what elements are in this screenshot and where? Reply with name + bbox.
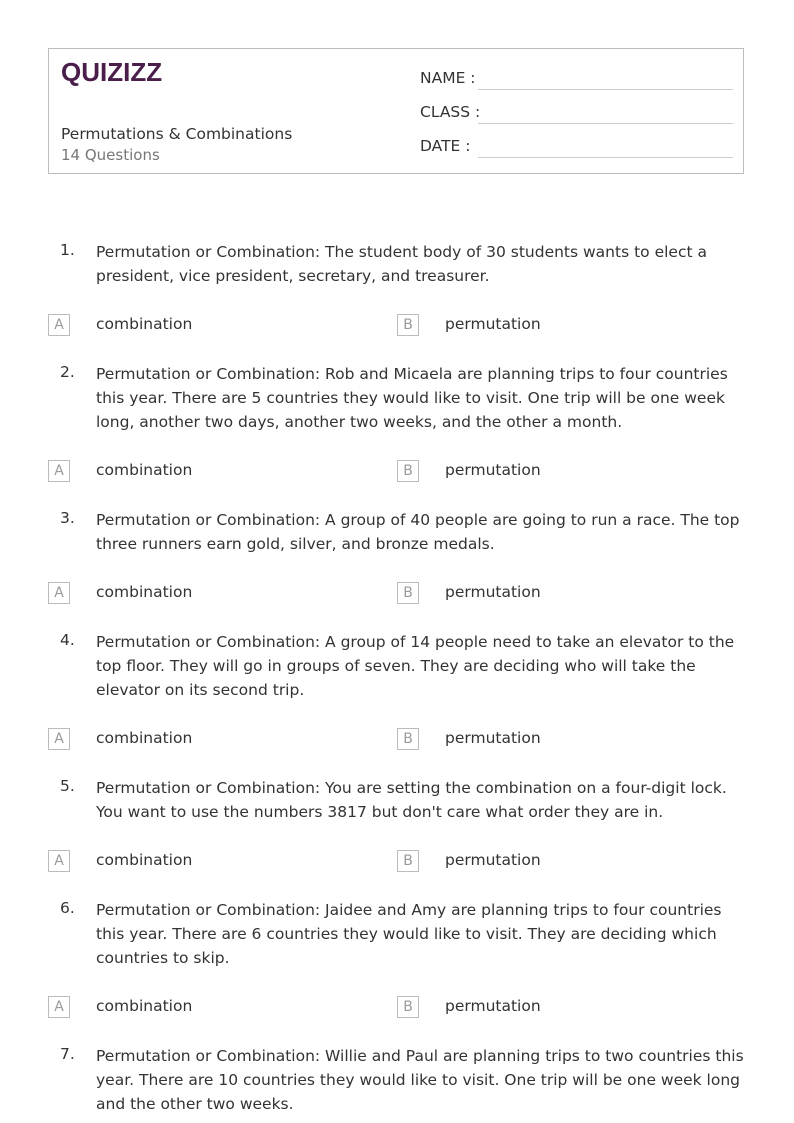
option-a-text: combination (96, 851, 193, 869)
option-a-box[interactable]: A (48, 460, 70, 482)
option-a-box[interactable]: A (48, 850, 70, 872)
worksheet-title: Permutations & Combinations (61, 125, 293, 143)
option-a-text: combination (96, 997, 193, 1015)
option-a-box[interactable]: A (48, 314, 70, 336)
question-text: Permutation or Combination: Willie and Paul are planning trips to two countries this year. There are 10 countries they would like to visit. One trip will be one week long and the other two weeks. (96, 1047, 744, 1113)
option-b-text: permutation (445, 461, 541, 479)
question-number: 5. (60, 777, 75, 795)
option-a-text: combination (96, 729, 193, 747)
option-b-box[interactable]: B (397, 460, 419, 482)
question-count: 14 Questions (61, 146, 160, 164)
option-b-box[interactable]: B (397, 582, 419, 604)
option-b-box[interactable]: B (397, 996, 419, 1018)
question-number: 3. (60, 509, 75, 527)
option-a-text: combination (96, 461, 193, 479)
option-b-text: permutation (445, 729, 541, 747)
option-a-box[interactable]: A (48, 582, 70, 604)
option-a-box[interactable]: A (48, 996, 70, 1018)
date-label: DATE : (420, 137, 471, 155)
option-a-text: combination (96, 583, 193, 601)
worksheet-header (48, 48, 744, 174)
question-number: 7. (60, 1045, 75, 1063)
question-text: Permutation or Combination: Rob and Micaela are planning trips to four countries this year. There are 5 countries they would like to visit. One trip will be one week long, another two days, another two weeks, and the other a month. (96, 365, 728, 431)
question-text: Permutation or Combination: The student body of 30 students wants to elect a president, vice president, secretary, and treasurer. (96, 243, 707, 285)
name-label: NAME : (420, 69, 476, 87)
date-field-line[interactable] (478, 157, 733, 158)
question-text: Permutation or Combination: A group of 14 people need to take an elevator to the top floor. They will go in groups of seven. They are deciding who will take the elevator on its second trip. (96, 633, 735, 699)
question-text: Permutation or Combination: A group of 40 people are going to run a race. The top three runners earn gold, silver, and bronze medals. (96, 511, 740, 553)
option-b-box[interactable]: B (397, 850, 419, 872)
class-field-line[interactable] (478, 123, 733, 124)
name-field-line[interactable] (478, 89, 733, 90)
option-b-box[interactable]: B (397, 728, 419, 750)
option-b-box[interactable]: B (397, 314, 419, 336)
quizizz-logo: QUIZIZZ (61, 57, 163, 87)
question-number: 6. (60, 899, 75, 917)
option-a-box[interactable]: A (48, 728, 70, 750)
question-text: Permutation or Combination: Jaidee and Amy are planning trips to four countries this year. There are 6 countries they would like to visit. They are deciding which countries to skip. (96, 901, 722, 967)
class-label: CLASS : (420, 103, 481, 121)
question-number: 4. (60, 631, 75, 649)
question-number: 1. (60, 241, 75, 259)
option-b-text: permutation (445, 315, 541, 333)
question-number: 2. (60, 363, 75, 381)
question-text: Permutation or Combination: You are setting the combination on a four-digit lock. You want to use the numbers 3817 but don't care what order they are in. (96, 779, 727, 821)
option-b-text: permutation (445, 851, 541, 869)
option-b-text: permutation (445, 997, 541, 1015)
option-a-text: combination (96, 315, 193, 333)
option-b-text: permutation (445, 583, 541, 601)
